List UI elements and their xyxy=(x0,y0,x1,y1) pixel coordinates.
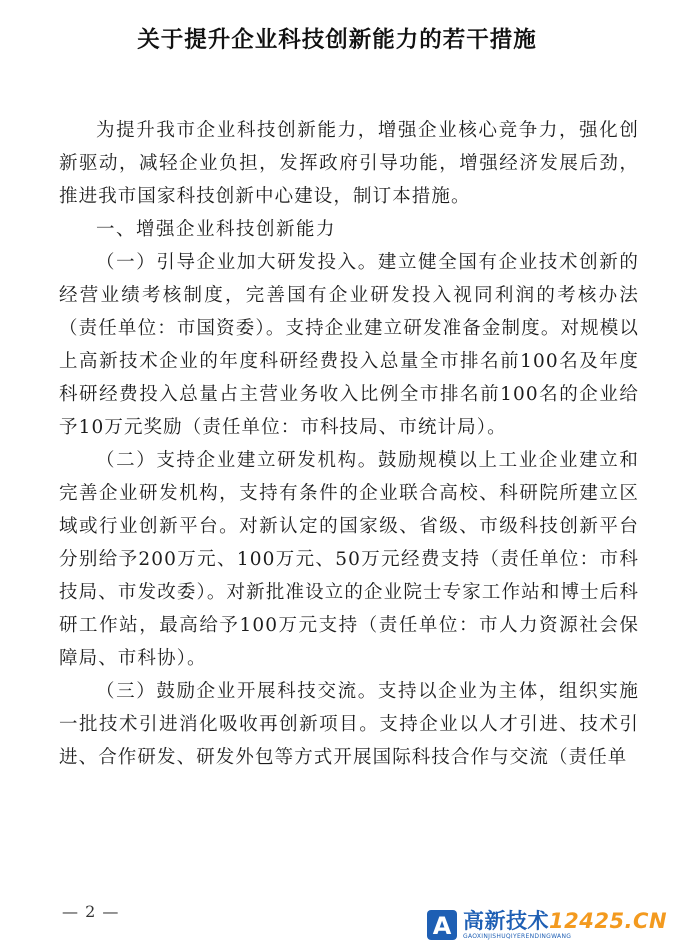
document-title: 关于提升企业科技创新能力的若干措施 xyxy=(137,27,537,53)
document-body xyxy=(59,114,639,774)
paragraph-item-1: （一）引导企业加大研发投入。建立健全国有企业技术创新的经营业绩考核制度，完善国有企业研发投入视同利润的考核办法（责任单位：市国资委）。支持企业建立研发准备金制度。对规模以上高新技术企业的年度科研经费投入总量全市排名前100名及年度科研经费投入总量占主营业务收入比例全市排名前100名的企业给予10万元奖励（责任单位：市科技局、市统计局）。 xyxy=(59,252,639,438)
paragraph-item-2: （二）支持企业建立研发机构。鼓励规模以上工业企业建立和完善企业研发机构，支持有条件的企业联合高校、科研院所建立区域或行业创新平台。对新认定的国家级、省级、市级科技创新平台分别给予200万元、100万元、50万元经费支持（责任单位：市科技局、市发改委）。对新批准设立的企业院士专家工作站和博士后科研工作站，最高给予100万元支持（责任单位：市人力资源社会保障局、市科协）。 xyxy=(59,450,639,669)
watermark-name xyxy=(463,908,668,933)
logo-letter: A xyxy=(432,912,452,940)
watermark-pinyin: GAOXINJISHUQIYERENDINGWANG xyxy=(463,932,572,940)
watermark-name-main: 高新技术 xyxy=(463,908,549,933)
section-heading: 一、增强企业科技创新能力 xyxy=(96,219,337,240)
paragraph-item-3: （三）鼓励企业开展科技交流。支持以企业为主体，组织实施一批技术引进消化吸收再创新项目。支持企业以人才引进、技术引进、合作研发、研发外包等方式开展国际科技合作与交流（责任单 xyxy=(59,681,639,768)
page-number: — 2 — xyxy=(62,902,120,921)
paragraph-intro: 为提升我市企业科技创新能力，增强企业核心竞争力，强化创新驱动，减轻企业负担，发挥政府引导功能，增强经济发展后劲，推进我市国家科技创新中心建设，制订本措施。 xyxy=(59,120,639,207)
watermark-domain: 12425.CN xyxy=(549,908,668,933)
site-watermark xyxy=(425,908,670,942)
watermark-text xyxy=(463,908,668,940)
site-logo-icon xyxy=(425,908,459,942)
